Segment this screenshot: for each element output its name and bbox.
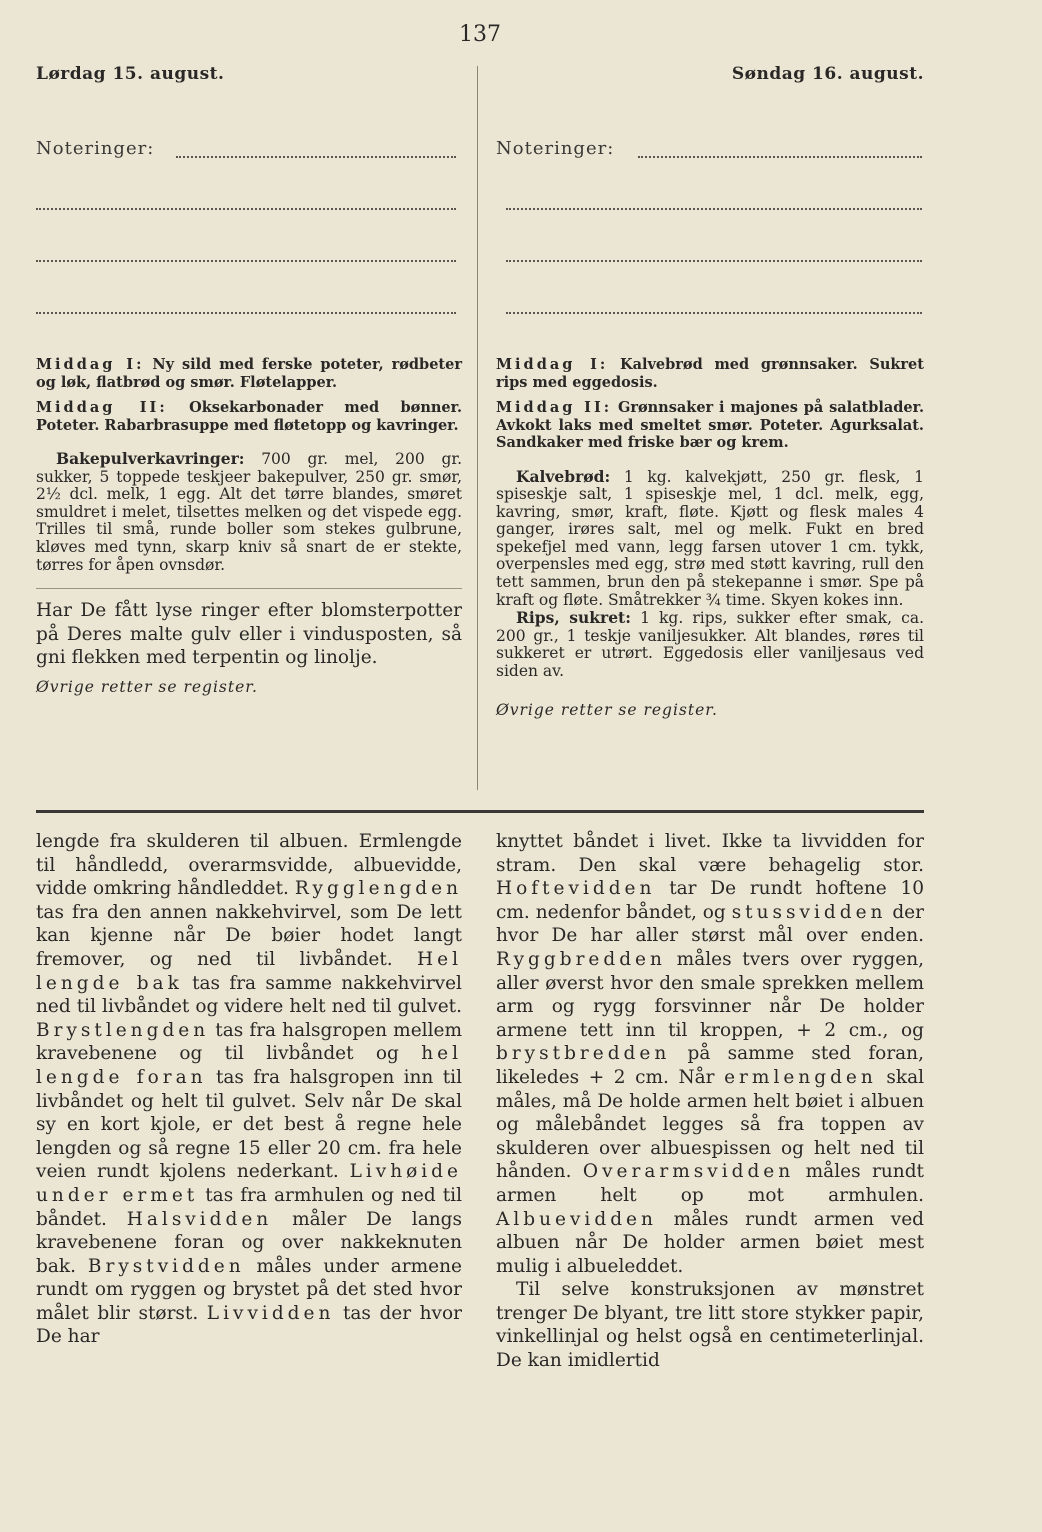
right-notes-label <box>496 138 614 159</box>
right-day-header: Søndag 16. august. <box>731 64 924 84</box>
right-notes-line-1 <box>638 156 922 158</box>
article-right-term: Ryggbredden <box>496 948 666 970</box>
column-divider <box>477 66 478 790</box>
left-menu-1-label: Middag I: <box>36 356 145 373</box>
right-menu-2-label: Middag II: <box>496 399 613 416</box>
article-right-term: Albuevidden <box>496 1208 657 1230</box>
article-right-text <box>496 830 924 1278</box>
article-right-term: stussvidden <box>731 901 887 923</box>
article-right-term: brystbredden <box>496 1043 671 1065</box>
article-left-text-run: tas fra halsgropen inn til livbåndet og helt til gulvet. Selv når De skal sy en kort kjole, er det best å regne hele lengden og så regne 15 eller 20 cm. fra hele veien rundt kjolens nederkant. <box>36 1066 462 1183</box>
article-left-text-run: tas fra armhulen og ned til båndet. <box>36 1184 462 1230</box>
article-right-column <box>496 830 924 1373</box>
article-left-text-run: måles under armene rundt om ryggen og brystet på det sted hvor målet blir størst. <box>36 1255 462 1324</box>
article-left-text-run: tas fra halsgropen mellem kravebenene og til livbåndet og <box>36 1019 462 1065</box>
article-right-term: Overarmsvidden <box>582 1161 795 1183</box>
section-divider <box>36 810 924 813</box>
right-recipe-2-label: Rips, sukret: <box>516 608 631 628</box>
left-menu-1-text: Ny sild med ferske poteter, rødbeter og løk, flatbrød og smør. Fløtelapper. <box>36 356 462 391</box>
article-right-text-run: måles tvers over ryggen, aller øverst hvor den smale sprekken mellem arm og rygg forsvinner når De holder armene tett inn til kroppen, + 2 cm., og <box>496 948 924 1041</box>
article-left-term: Brystlengden <box>36 1019 210 1041</box>
article-right-text-run: tar De rundt hoftene 10 cm. nedenfor båndet, og <box>496 878 924 923</box>
left-other-dishes: Øvrige retter se register. <box>36 677 258 696</box>
left-recipe-text: 700 gr. mel, 200 gr. sukker, 5 toppede teskjeer bakepulver, 250 gr. smør, 2½ dcl. melk, 1 egg. Alt det tørre blandes, smøret smuldret i melet, tilsettes melken og det vispede egg. Trilles til små, runde boller som stekes gulbrune, kløves med tynn, skarp kniv så snart de er stekte, tørres for åpen ovnsdør. <box>36 450 462 574</box>
right-recipe-2 <box>496 609 924 680</box>
left-notes-line-4 <box>36 312 456 314</box>
article-right-text-run: skal måles, må De holde armen helt bøiet i albuen og målebåndet legges så fra toppen av skulderen over albuespissen og helt ned til hånden. <box>496 1066 925 1183</box>
left-notes-line-2 <box>36 208 456 210</box>
right-notes-label-text: Noteringer: <box>496 138 615 159</box>
right-other-dishes: Øvrige retter se register. <box>496 700 718 719</box>
right-notes-line-4 <box>506 312 922 314</box>
article-left-text-run: måler De langs kravebenene foran og over nakkeknuten bak. <box>36 1208 462 1277</box>
left-menu-1 <box>36 356 462 391</box>
left-day-header: Lørdag 15. august. <box>36 64 225 84</box>
left-notes-label <box>36 138 154 159</box>
article-left-text-run: tas der hvor De har <box>36 1302 462 1348</box>
left-notes-label-text: Noteringer: <box>36 138 155 159</box>
right-notes-line-3 <box>506 260 922 262</box>
right-menu-2-text: Grønnsaker i majones på salatblader. Avkokt laks med smeltet smør. Poteter. Agurksalat. Sandkaker med friske bær og krem. <box>496 399 924 451</box>
left-day-content <box>36 356 462 696</box>
article-right-paragraph-2: Til selve konstruksjonen av mønstret trenger De blyant, tre litt store stykker papir, vinkellinjal og helst også en centimeterlinjal. De kan imidlertid <box>496 1279 924 1372</box>
article-right-text-run: der hvor De har aller størst mål over enden. <box>496 901 924 947</box>
article-right-term: Hoftevidden <box>496 878 656 900</box>
article-left-text-run: lengde fra skulderen til albuen. Ermlengde til håndledd, overarmsvidde, albuevidde, vidde omkring håndleddet. <box>36 831 462 900</box>
left-menu-2 <box>36 399 462 434</box>
right-recipe-1-text: 1 kg. kalvekjøtt, 250 gr. flesk, 1 spiseskje salt, 1 spiseskje mel, 1 dcl. melk, egg, kavring, smør, kraft, fløte. Kjøtt og flesk males 4 ganger, irøres salt, mel og melk. Fukt en bred spekefjel med vann, legg farsen utover 1 cm. tykk, overpensles med egg, strø med støtt kavring, rull den tett sammen, brun den på stekepanne i smør. Spe på kraft og fløte. Småtrekker ¾ time. Skyen kokes inn. <box>496 467 924 609</box>
article-left-text <box>36 830 462 1349</box>
article-left-text-run: tas fra samme nakkehvirvel ned til livbåndet og videre helt ned til gulvet. <box>36 972 462 1018</box>
right-day-content <box>496 356 924 719</box>
article-left-text-run: tas fra den annen nakkehvirvel, som De lett kan kjenne når De bøier hodet langt fremover, og ned til livbåndet. <box>36 901 462 970</box>
page-number: 137 <box>459 22 501 47</box>
left-notes-line-3 <box>36 260 456 262</box>
right-recipe-1 <box>496 468 924 610</box>
article-left-term: Brystvidden <box>87 1255 245 1277</box>
right-recipe-1-label: Kalvebrød: <box>516 466 611 486</box>
right-recipe-2-text: 1 kg. rips, sukker efter smak, ca. 200 gr., 1 teskje vaniljesukker. Alt blandes, røres til sukkeret er utrørt. Eggedosis eller vaniljesaus ved siden av. <box>496 609 925 681</box>
left-menu-2-text: Oksekarbonader med bønner. Poteter. Rabarbrasuppe med fløtetopp og kavringer. <box>36 399 462 434</box>
left-recipe <box>36 450 462 574</box>
article-left-term: Rygglengden <box>294 878 462 900</box>
left-notes-line-1 <box>176 156 456 158</box>
right-notes-line-2 <box>506 208 922 210</box>
article-right-text-run: på samme sted foran, likeledes + 2 cm. Når <box>496 1043 924 1088</box>
left-menu-2-label: Middag II: <box>36 399 168 416</box>
article-left-column <box>36 830 462 1349</box>
left-tip: Har De fått lyse ringer efter blomsterpotter på Deres malte gulv eller i vindusposten, så gni flekken med terpentin og linolje. <box>36 588 462 670</box>
right-menu-1-text: Kalvebrød med grønnsaker. Sukret rips med eggedosis. <box>496 356 924 391</box>
article-right-text-run: måles rundt armen helt op mot armhulen. <box>496 1161 924 1206</box>
article-right-term: ermlengden <box>724 1066 877 1088</box>
article-left-term: Hel lengde bak <box>36 948 462 994</box>
article-left-term: Livhøide under ermet <box>36 1161 462 1206</box>
right-menu-1-label: Middag I: <box>496 356 609 373</box>
article-left-term: Livvidden <box>206 1302 335 1324</box>
article-left-term: Halsvidden <box>126 1208 273 1230</box>
right-menu-1 <box>496 356 924 391</box>
article-right-text-run: knyttet båndet i livet. Ikke ta livvidden for stram. Den skal være behagelig stor. <box>496 831 924 876</box>
article-right-text-run: måles rundt armen ved albuen når De holder armen bøiet mest mulig i albueleddet. <box>496 1208 924 1277</box>
right-menu-2 <box>496 399 924 452</box>
article-left-term: hel lengde foran <box>36 1043 462 1088</box>
left-recipe-label: Bakepulverkavringer: <box>56 449 245 468</box>
